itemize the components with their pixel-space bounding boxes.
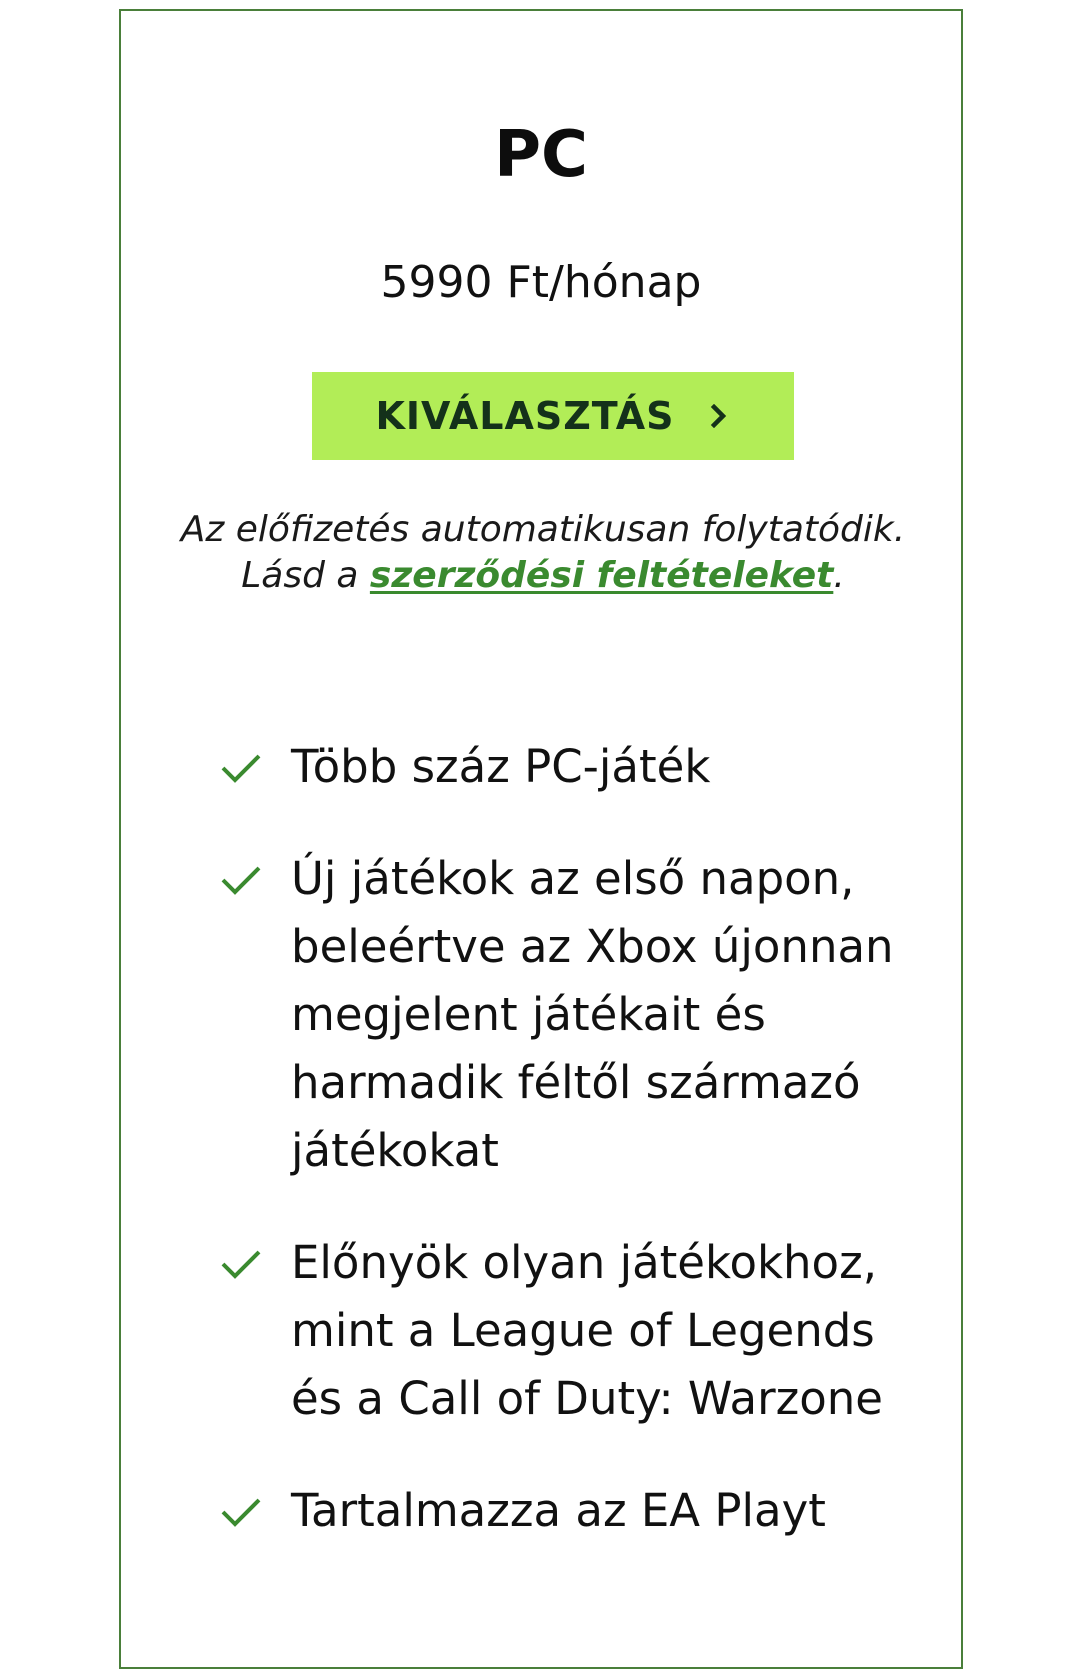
plan-title: PC xyxy=(494,118,588,192)
check-icon xyxy=(221,753,261,783)
plan-card xyxy=(119,9,963,1669)
feature-item xyxy=(221,1477,921,1545)
feature-item xyxy=(221,845,921,1185)
feature-list xyxy=(221,733,921,1589)
terms-link[interactable]: szerződési feltételeket xyxy=(369,555,834,596)
select-button-label: KIVÁLASZTÁS xyxy=(375,394,675,438)
feature-item xyxy=(221,733,921,801)
check-icon xyxy=(221,865,261,895)
chevron-right-icon xyxy=(707,404,731,428)
feature-item xyxy=(221,1229,921,1433)
renewal-notice-line1: Az előfizetés automatikusan folytatódik. xyxy=(180,509,906,550)
renewal-notice xyxy=(161,507,925,599)
feature-text: Tartalmazza az EA Playt xyxy=(291,1484,826,1537)
check-icon xyxy=(221,1249,261,1279)
renewal-notice-prefix: Lásd a xyxy=(241,555,359,596)
feature-text: Előnyök olyan játékokhoz, mint a League of Legends és a Call of Duty: Warzone xyxy=(291,1236,883,1425)
select-button[interactable] xyxy=(312,372,794,460)
feature-text: Több száz PC-játék xyxy=(291,740,711,793)
renewal-notice-line2 xyxy=(161,553,925,599)
feature-text: Új játékok az első napon, beleértve az Xbox újonnan megjelent játékait és harmadik féltől származó játékokat xyxy=(291,852,894,1177)
check-icon xyxy=(221,1497,261,1527)
plan-price: 5990 Ft/hónap xyxy=(380,257,702,308)
renewal-notice-suffix: . xyxy=(833,555,845,596)
